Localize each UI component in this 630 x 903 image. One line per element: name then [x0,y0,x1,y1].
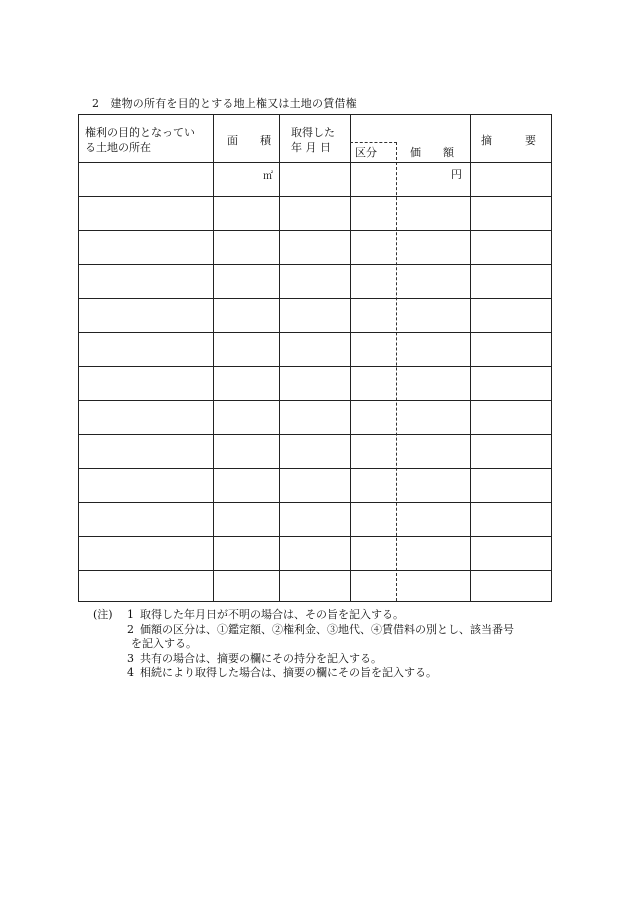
table-row [79,332,551,333]
note-number: 1 [127,608,134,621]
notes [93,608,514,681]
header-price: 価 額 [410,146,454,159]
table-row [79,298,551,299]
table-row [79,196,551,197]
note-number: 2 [127,622,134,636]
category-dashed-top [350,142,397,143]
table-row [79,400,551,401]
column-divider [350,115,351,601]
header-remarks: 摘 要 [481,134,536,147]
table-row [79,230,551,231]
column-divider [470,115,471,601]
column-divider [279,115,280,601]
table-row [79,162,551,163]
table-row [79,434,551,435]
table-row [79,536,551,537]
table-row [79,502,551,503]
table-row [79,468,551,469]
note-number: 4 [127,666,134,679]
table-row [79,264,551,265]
table-row [79,366,551,367]
notes-label: (注) [93,608,113,621]
unit-square-meter: ㎡ [263,171,273,182]
header-area: 面 積 [227,134,271,147]
unit-yen: 円 [451,168,462,181]
note-text: 相続により取得した場合は、摘要の欄にその旨を記入する。 [140,666,437,679]
note-item [93,608,514,623]
section-title: 2 建物の所有を目的とする地上権又は土地の賃借権 [92,97,357,110]
note-text: 価額の区分は、①鑑定額、②権利金、③地代、④賃借料の別とし、該当番号 [140,622,514,636]
note-text-continuation: を記入する。 [131,637,197,650]
note-number: 3 [127,651,134,665]
category-price-dashed-divider [396,142,397,601]
header-location: 権利の目的となってい る土地の所在 [85,126,195,154]
leasehold-table [78,114,552,602]
note-text: 共有の場合は、摘要の欄にその持分を記入する。 [140,651,382,665]
note-item [93,652,514,667]
table-row [79,570,551,571]
header-acquired-date: 取得した 年 月 日 [291,126,335,154]
note-item [93,666,514,681]
column-divider [213,115,214,601]
header-category: 区分 [355,146,377,159]
note-text: 取得した年月日が不明の場合は、その旨を記入する。 [140,608,404,621]
note-item [93,623,514,652]
